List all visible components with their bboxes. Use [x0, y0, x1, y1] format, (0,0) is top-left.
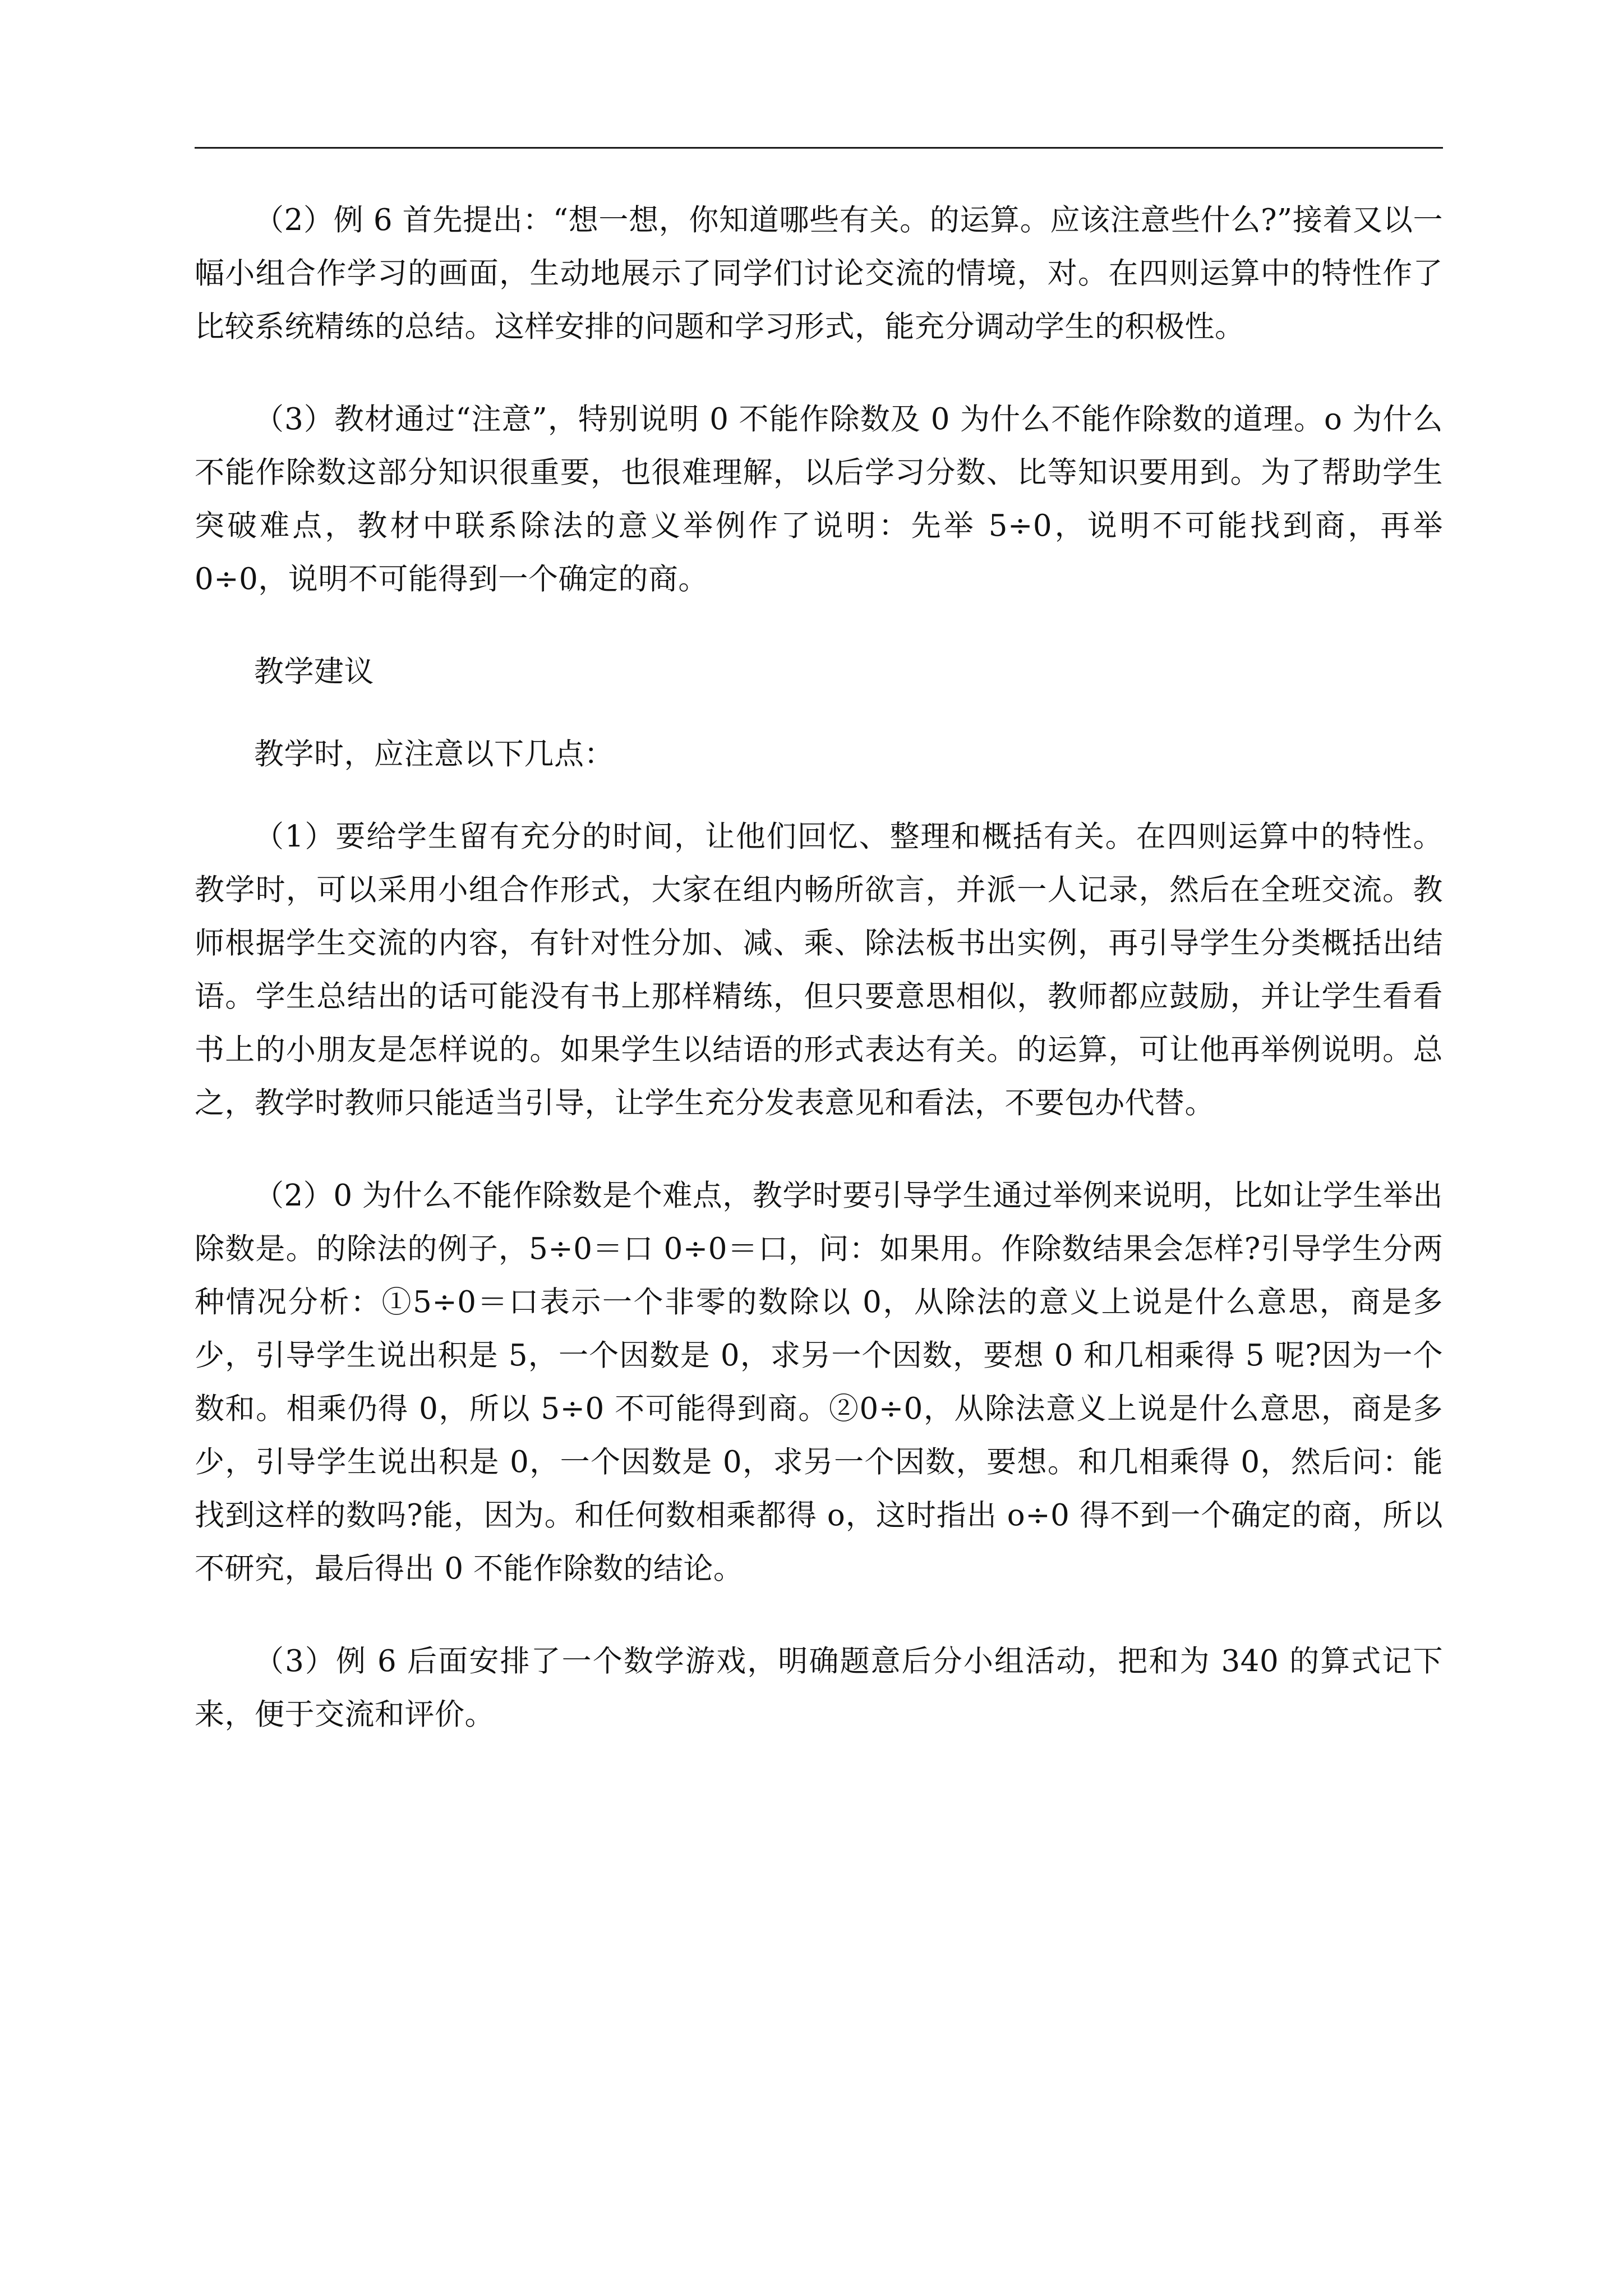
section-heading-teaching-suggestions: 教学建议	[254, 655, 374, 689]
header-rule	[195, 147, 1443, 149]
paragraph-suggestion-3: （3）例 6 后面安排了一个数学游戏，明确题意后分小组活动，把和为 340 的算式记下来，便于交流和评价。	[195, 1644, 1443, 1732]
document-body	[195, 194, 1443, 1780]
paragraph-zero-divisor-note: （3）教材通过“注意”，特别说明 0 不能作除数及 0 为什么不能作除数的道理。o 为什么不能作除数这部分知识很重要，也很难理解，以后学习分数、比等知识要用到。为了帮助学生突破难点，教材中联系除法的意义举例作了说明：先举 5÷0，说明不可能找到商，再举 0÷0，说明不可能得到一个确定的商。	[195, 402, 1443, 596]
paragraph-example-6-intro: （2）例 6 首先提出：“想一想，你知道哪些有关。的运算。应该注意些什么?”接着又以一幅小组合作学习的画面，生动地展示了同学们讨论交流的情境，对。在四则运算中的特性作了比较系统精练的总结。这样安排的问题和学习形式，能充分调动学生的积极性。	[195, 203, 1443, 344]
paragraph-suggestion-1: （1）要给学生留有充分的时间，让他们回忆、整理和概括有关。在四则运算中的特性。教学时，可以采用小组合作形式，大家在组内畅所欲言，并派一人记录，然后在全班交流。教师根据学生交流的内容，有针对性分加、减、乘、除法板书出实例，再引导学生分类概括出结语。学生总结出的话可能没有书上那样精练，但只要意思相似，教师都应鼓励，并让学生看看书上的小朋友是怎样说的。如果学生以结语的形式表达有关。的运算，可让他再举例说明。总之，教学时教师只能适当引导，让学生充分发表意见和看法，不要包办代替。	[195, 820, 1443, 1120]
paragraph-teaching-points-intro: 教学时，应注意以下几点：	[254, 737, 614, 771]
paragraph-suggestion-2: （2）0 为什么不能作除数是个难点，教学时要引导学生通过举例来说明，比如让学生举出除数是。的除法的例子，5÷0＝口 0÷0＝口，问：如果用。作除数结果会怎样?引导学生分两种情况分析：①5÷0＝口表示一个非零的数除以 0，从除法的意义上说是什么意思，商是多少，引导学生说出积是 5，一个因数是 0，求另一个因数，要想 0 和几相乘得 5 呢?因为一个数和。相乘仍得 0，所以 5÷0 不可能得到商。②0÷0，从除法意义上说是什么意思，商是多少，引导学生说出积是 0，一个因数是 0，求另一个因数，要想。和几相乘得 0，然后问：能找到这样的数吗?能，因为。和任何数相乘都得 o，这时指出 o÷0 得不到一个确定的商，所以不研究，最后得出 0 不能作除数的结论。	[195, 1179, 1443, 1586]
